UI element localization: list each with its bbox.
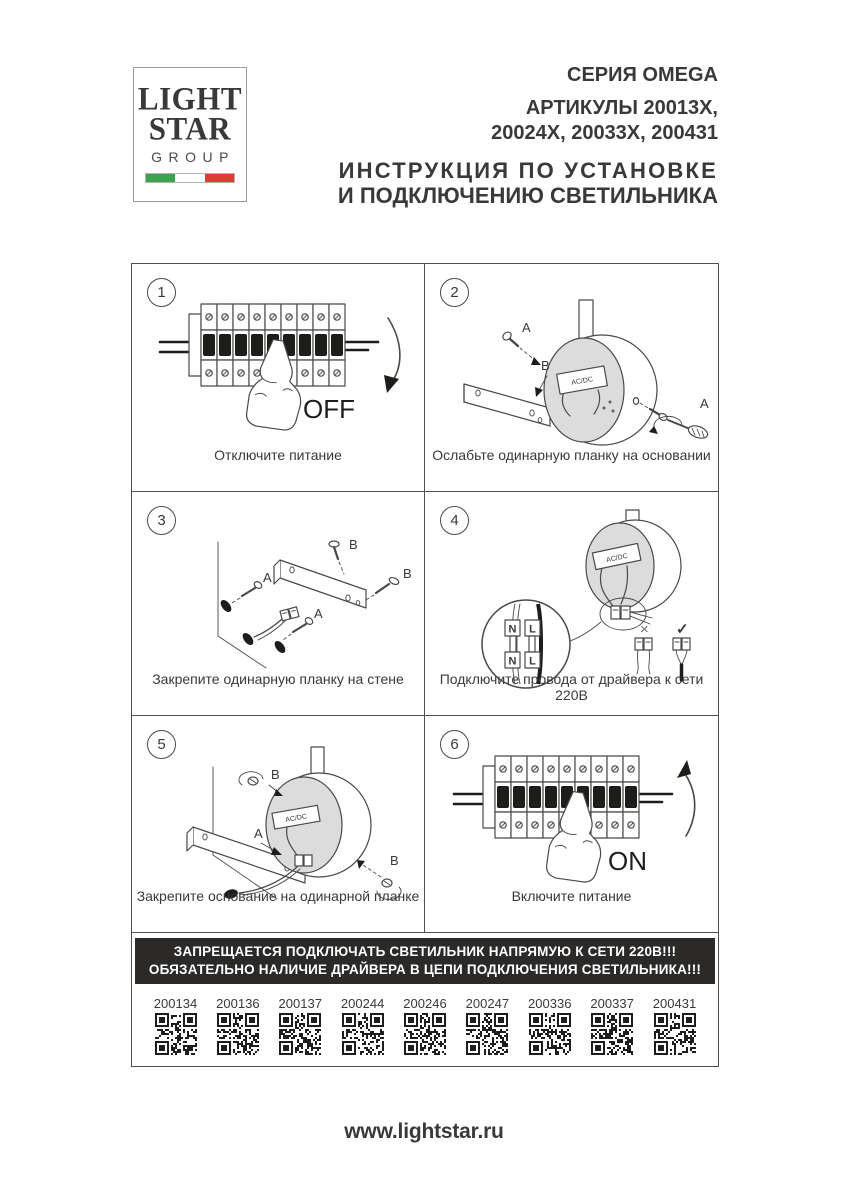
qr-item [459,996,516,1066]
step-3-number: 3 [147,506,176,535]
screw-b1-label: B [271,767,280,782]
qr-item [521,996,578,1066]
articles-line1: АРТИКУЛЫ 20013X, [525,97,718,119]
screw-a-label: A [521,320,531,335]
step-5-caption: Закрепите основание на одинарной планке [136,888,420,904]
instruction-title-line1: ИНСТРУКЦИЯ ПО УСТАНОВКЕ [338,158,718,183]
qr-article-number: 200136 [216,996,260,1011]
warning-line2: ОБЯЗАТЕЛЬНО НАЛИЧИЕ ДРАЙВЕРА В ЦЕПИ ПОДКЛЮЧЕНИЯ СВЕТИЛЬНИКА!!! [148,962,702,977]
slide-a-label: A [254,826,263,841]
driver-acdc-label: AC/DC [570,376,594,387]
step-2-caption: Ослабьте одинарную планку на основании [432,447,711,463]
qr-code [466,1013,508,1055]
qr-item [397,996,454,1066]
qr-code [342,1013,384,1055]
breaker-panel-on-illustration [450,736,710,886]
series-title: СЕРИЯ OMEGA [567,64,718,86]
qr-article-number: 200244 [340,996,385,1011]
qr-article-number: 200246 [403,996,447,1011]
mount-bracket-wall-illustration [168,526,418,686]
screw-a1-label: A [263,570,272,585]
on-label: ON [607,846,647,876]
step-cell-3 [132,491,425,715]
qr-code [155,1013,197,1055]
connect-wires-illustration [468,508,728,694]
screwdriver-a-label: A [699,396,709,411]
screw-a2-label: A [314,606,323,621]
qr-article-number: 200431 [652,996,697,1011]
warning-line1: ЗАПРЕЩАЕТСЯ ПОДКЛЮЧАТЬ СВЕТИЛЬНИК НАПРЯМУЮ К СЕТИ 220В!!! [173,944,677,959]
driver-acdc-label: AC/DC [605,552,628,565]
website-url: www.lightstar.ru [344,1120,504,1143]
step-6-number: 6 [440,730,469,759]
terminal-n-top: N [508,623,516,636]
qr-article-number: 200336 [528,996,572,1011]
step-4-number: 4 [440,506,469,535]
qr-item [272,996,329,1066]
flag-red-stripe [205,174,234,182]
step-1-number: 1 [147,278,176,307]
instruction-title-line2: И ПОДКЛЮЧЕНИЮ СВЕТИЛЬНИКА [337,183,718,208]
qr-item [209,996,266,1066]
breaker-panel-off-illustration [156,284,416,434]
flag-white-stripe [175,174,204,182]
screw-b2-label: B [403,566,412,581]
step-6-caption: Включите питание [511,888,632,904]
screw-b1-label: B [349,537,358,552]
step-cell-4 [425,491,718,715]
warning-banner [132,932,718,989]
lightstar-logo [133,67,247,202]
wrong-mark: × [639,621,649,638]
qr-item [646,996,703,1066]
logo-word-star: STAR [148,109,232,148]
driver-acdc-label: AC/DC [284,813,308,824]
qr-article-number: 200337 [590,996,634,1011]
step-2-number: 2 [440,278,469,307]
qr-code [529,1013,571,1055]
qr-code [654,1013,696,1055]
qr-code [217,1013,259,1055]
step-4-caption: Подключите провода от драйвера к сети 220В [439,671,704,703]
step-1-caption: Отключите питание [214,447,342,463]
step-cell-1 [132,264,425,491]
qr-article-number: 200247 [465,996,510,1011]
italian-flag [145,173,235,183]
qr-item [584,996,641,1066]
step-5-number: 5 [147,730,176,759]
qr-code [404,1013,446,1055]
qr-code [279,1013,321,1055]
qr-code [591,1013,633,1055]
logo-word-group: GROUP [151,149,235,165]
terminal-n-bottom: N [508,655,516,668]
articles-line2: 20024X, 20033X, 200431 [491,122,718,144]
bracket-b-label: B [540,358,550,373]
terminal-l-top: L [528,623,536,636]
qr-item [147,996,204,1066]
terminal-l-bottom: L [528,655,536,668]
title-block [338,64,718,208]
qr-article-number: 200134 [153,996,198,1011]
screw-b2-label: B [390,853,399,868]
step-3-caption: Закрепите одинарную планку на стене [152,671,404,687]
step-cell-5 [132,715,425,932]
loosen-bracket-illustration [452,298,722,463]
flag-green-stripe [146,174,175,182]
qr-article-number: 200137 [278,996,322,1011]
qr-item [334,996,391,1066]
steps-table [131,263,719,1067]
step-cell-6 [425,715,718,932]
logo-word-light: LIGHT [137,79,243,118]
off-label: OFF [303,394,355,424]
correct-mark: ✓ [675,621,689,638]
step-cell-2 [425,264,718,491]
qr-codes-row [132,989,718,1066]
